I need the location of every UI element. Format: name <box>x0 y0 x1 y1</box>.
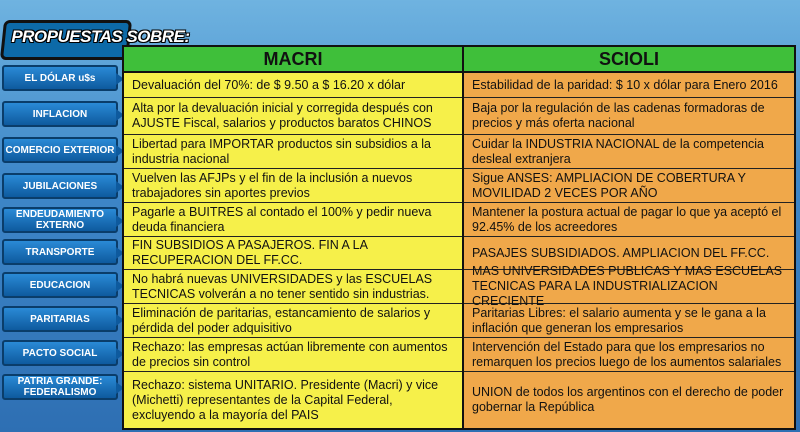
cell-macri-paritarias: Eliminación de paritarias, estancamiento de salarios y pérdida del poder adquisitivo <box>124 304 462 338</box>
cell-macri-patria-grande: Rechazo: sistema UNITARIO. Presidente (Macri) y vice (Michetti) representantes de la Capital Federal, excluyendo a la mayoría del PAIS <box>132 377 439 422</box>
cell-macri-educacion: No habrá nuevas UNIVERSIDADES y las ESCUELAS TECNICAS volverán a no tener sentido sin industrias. <box>124 270 462 304</box>
row-label-paritarias: PARITARIAS <box>2 306 118 332</box>
row-label-transporte: TRANSPORTE <box>2 239 118 265</box>
row-label-educacion: EDUCACION <box>2 272 118 298</box>
cell-scioli-patria-grande: UNION de todos los argentinos con el derecho de poder gobernar la República <box>472 385 784 414</box>
row-label-jubilaciones: JUBILACIONES <box>2 173 118 199</box>
cell-scioli-paritarias: Paritarias Libres: el salario aumenta y se le gana a la inflación que generan los empresarios <box>464 304 794 338</box>
cell-macri-endeudamiento: Pagarle a BUITRES al contado el 100% y pedir nueva deuda financiera <box>124 203 462 237</box>
cell-scioli-endeudamiento: Mantener la postura actual de pagar lo que ya aceptó el 92.45% de los acreedores <box>464 203 794 237</box>
page-title <box>0 20 190 60</box>
page-title-text: PROPUESTAS SOBRE: <box>11 27 190 46</box>
proposals-table <box>122 45 796 430</box>
row-label-dolar: EL DÓLAR u$s <box>2 65 118 91</box>
cell-macri-transporte: FIN SUBSIDIOS A PASAJEROS. FIN A LA RECUPERACION DEL FF.CC. <box>124 237 462 270</box>
cell-macri-inflacion: Alta por la devaluación inicial y corregida después con AJUSTE Fiscal, salarios y productos baratos CHINOS <box>124 98 462 135</box>
cell-macri-comercio: Libertad para IMPORTAR productos sin subsidios a la industria nacional <box>124 135 462 169</box>
cell-scioli-pacto-social: Intervención del Estado para que los empresarios no remarquen los precios luego de los aumentos salariales <box>464 338 794 372</box>
cell-macri-pacto-social: Rechazo: las empresas actúan libremente con aumentos de precios sin control <box>124 338 462 372</box>
cell-scioli-educacion: MAS UNIVERSIDADES PUBLICAS Y MAS ESCUELAS TECNICAS PARA LA INDUSTRIALIZACION CRECIENTE <box>464 270 794 304</box>
column-header-macri: MACRI <box>124 47 464 73</box>
cell-macri-jubilaciones: Vuelven las AFJPs y el fin de la inclusión a nuevos trabajadores sin aportes previos <box>124 169 462 203</box>
row-label-inflacion: INFLACION <box>2 101 118 127</box>
column-header-scioli: SCIOLI <box>464 47 794 73</box>
row-label-endeudamiento: ENDEUDAMIENTO EXTERNO <box>2 207 118 233</box>
column-macri <box>124 73 464 428</box>
column-scioli <box>464 73 794 428</box>
cell-scioli-jubilaciones: Sigue ANSES: AMPLIACION DE COBERTURA Y MOVILIDAD 2 VECES POR AÑO <box>464 169 794 203</box>
row-label-patria-grande: PATRIA GRANDE: FEDERALISMO <box>2 374 118 400</box>
row-label-pacto-social: PACTO SOCIAL <box>2 340 118 366</box>
cell-scioli-inflacion: Baja por la regulación de las cadenas formadoras de precios y más oferta nacional <box>464 98 794 135</box>
cell-scioli-comercio: Cuidar la INDUSTRIA NACIONAL de la competencia desleal extranjera <box>464 135 794 169</box>
cell-macri-dolar: Devaluación del 70%: de $ 9.50 a $ 16.20 x dólar <box>124 73 462 98</box>
cell-scioli-transporte: PASAJES SUBSIDIADOS. AMPLIACION DEL FF.CC. <box>464 237 794 270</box>
row-label-comercio-exterior: COMERCIO EXTERIOR <box>2 137 118 163</box>
cell-scioli-dolar: Estabilidad de la paridad: $ 10 x dólar para Enero 2016 <box>464 73 794 98</box>
